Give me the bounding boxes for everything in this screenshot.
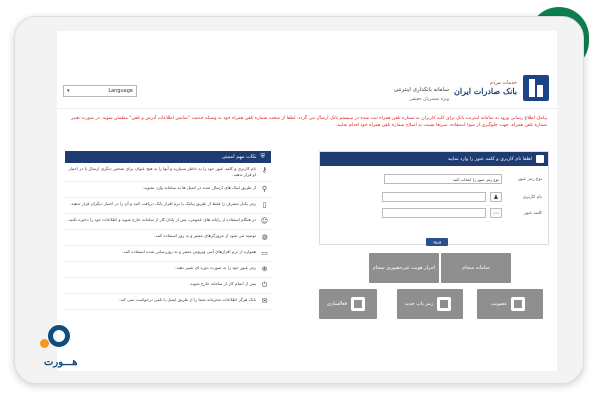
username-row xyxy=(382,192,542,202)
watermark-ring xyxy=(48,325,70,347)
login-type-select[interactable] xyxy=(384,174,502,184)
security-tips-title: نکات مهم امنیتی xyxy=(221,154,257,160)
caret-icon: ▾ xyxy=(67,88,70,94)
globe-icon: ◍ xyxy=(261,233,268,241)
security-tips-header xyxy=(65,151,271,163)
site-header xyxy=(57,31,557,109)
tip-text: در هنگام استفاده از رایانه های عمومی، پس از پایان کار از سامانه خارج شوید و اطلاعات خود را ذخیره نکنید. xyxy=(67,217,256,222)
bank-text xyxy=(454,80,517,96)
login-type-row xyxy=(384,174,542,184)
user-icon: ☺ xyxy=(260,217,269,225)
browser-card xyxy=(14,16,584,384)
identity-tile[interactable] xyxy=(369,253,439,283)
login-type-label: نوع رمز عبور xyxy=(517,176,542,182)
identity-label: احراز هویت غیرحضوری سجام xyxy=(372,264,436,271)
monitor-icon: ▭ xyxy=(261,249,268,257)
tip-text: از طریق لینک های ارسال شده در ایمیل ها به سامانه وارد نشوید. xyxy=(142,185,256,190)
register-label: سامانه سجام xyxy=(462,264,490,271)
tip-item xyxy=(65,278,271,294)
new-password-label: رمز یاب جدید xyxy=(404,300,434,307)
tip-text: رمز عبور خود را به صورت دوره ای تغییر دهید. xyxy=(175,265,256,270)
bank-logo xyxy=(454,71,549,105)
login-type-value: نوع رمز عبور را انتخاب کنید xyxy=(452,176,499,182)
register-tile[interactable] xyxy=(441,253,511,283)
lock-icon: ⊕ xyxy=(261,265,268,273)
tip-text: نام کاربری و کلمه عبور خود را به خاطر بسپارید و آنها را به هیچ عنوان برای شخص دیگری ارسال یا در اختیار او قرار ندهید. xyxy=(68,166,256,177)
tip-item xyxy=(65,246,271,262)
language-label: Language xyxy=(108,88,133,94)
phone-icon: ▯ xyxy=(262,201,267,209)
tip-item xyxy=(65,182,271,198)
language-select[interactable] xyxy=(63,85,137,97)
watermark-dot xyxy=(40,339,49,348)
tip-item xyxy=(65,198,271,214)
password-row xyxy=(382,208,542,218)
bank-tag: خدمات مردم xyxy=(490,80,517,86)
calculator-icon xyxy=(437,297,451,311)
tip-item xyxy=(65,262,271,278)
system-subtitle: ویژه مشتریان حقیقی xyxy=(409,97,449,102)
padlock-icon xyxy=(536,155,544,163)
tip-text: همواره از نرم افزارهای آنتی ویروس معتبر و به روزرسانی شده استفاده کنید. xyxy=(122,249,256,254)
link-icon: ⚲ xyxy=(261,185,268,193)
password-label: کلمه عبور xyxy=(523,210,542,216)
tip-text: توصیه می شود از مرورگرهای معتبر و به روز استفاده کنید. xyxy=(154,233,256,238)
tip-text: رمز یکبار مصرف را فقط از طریق پیامک یا نرم افزار بانک دریافت کنید و آن را در اختیار دیگران قرار ندهید. xyxy=(70,201,256,206)
tip-text: پس از اتمام کار از سامانه خارج شوید. xyxy=(189,281,256,286)
warning-notice: پیامک اطلاع رسانی ورود به سامانه اینترنت بانک برای کلیه کاربران به شماره تلفن همراه ثبت شده در سیستم بانک ارسال می گردد. لطفا از صحت شماره تلفن همراه خود به وسیله خدمت "نمایش اطلاعات آدرس و تلفن" مطمئن شوید. در صورت تغییر شماره تلفن همراه، جهت جلوگیری از سوء استفاده، سریعا نسبت به اصلاح شماره تلفن همراه خود اقدام نمایید. xyxy=(71,116,547,128)
login-header xyxy=(320,152,548,166)
activation-tile[interactable] xyxy=(319,289,377,319)
username-field[interactable] xyxy=(382,192,486,202)
tip-text: بانک هرگز اطلاعات محرمانه شما را از طریق ایمیل یا تلفن درخواست نمی کند. xyxy=(118,297,256,302)
username-label: نام کاربری xyxy=(522,194,542,200)
tip-item xyxy=(65,294,271,310)
login-heading: لطفا نام کاربری و کلمه عبور را وارد نمایید xyxy=(447,156,532,162)
key-icon: ⚷ xyxy=(261,166,268,174)
membership-label: عضویت xyxy=(490,300,508,307)
bank-name: بانک صادرات ایران xyxy=(454,86,517,96)
form-icon xyxy=(511,297,525,311)
membership-tile[interactable] xyxy=(477,289,543,319)
shield-icon: ⛨ xyxy=(260,153,265,160)
dots-icon: ⋯ xyxy=(490,208,502,218)
site-screen xyxy=(57,31,557,371)
new-password-tile[interactable] xyxy=(397,289,463,319)
tip-item xyxy=(65,214,271,230)
bank-logo-icon xyxy=(523,75,549,101)
logout-icon: ⏻ xyxy=(261,281,268,289)
watermark-text: هـــورت xyxy=(44,357,78,368)
login-button[interactable]: ورود xyxy=(426,238,448,246)
system-title: سامانه بانکداری اینترنتی xyxy=(393,87,449,93)
mail-icon: ✉ xyxy=(261,297,268,305)
password-field[interactable] xyxy=(382,208,486,218)
user-plus-icon xyxy=(351,297,365,311)
tip-item xyxy=(65,230,271,246)
security-tips-panel xyxy=(65,151,271,310)
user-icon: ♟ xyxy=(490,192,502,202)
activation-label: فعالسازی xyxy=(326,300,348,307)
login-panel xyxy=(319,151,549,245)
tip-item xyxy=(65,163,271,182)
